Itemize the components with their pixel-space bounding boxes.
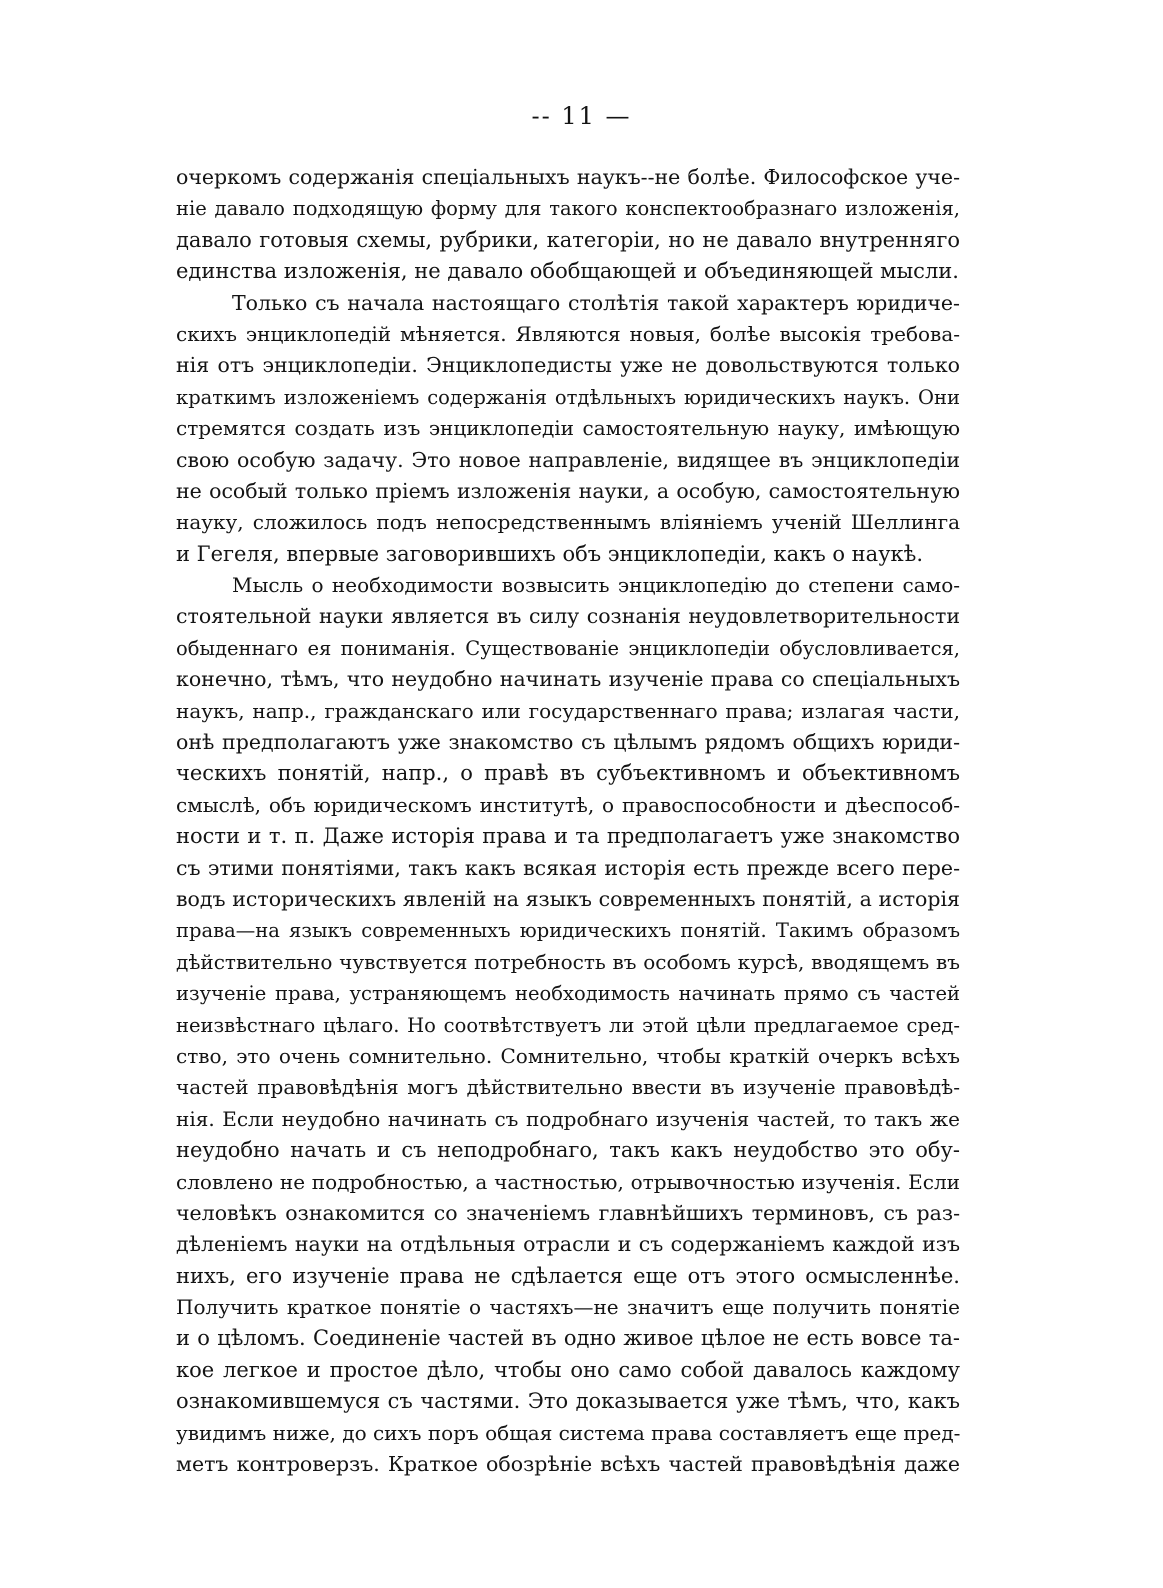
text-line: кое легкое и простое дѣло, чтобы оно само собой давалось каждому [176, 1357, 960, 1382]
text-line: давало готовыя схемы, рубрики, категоріи, но не давало внутренняго [176, 227, 960, 252]
text-line: единства изложенія, не давало обобщающей и объединяющей мысли. [176, 259, 959, 284]
text-line: стоятельной науки является въ силу сознанія неудовлетворительности [176, 604, 960, 629]
text-line: скихъ энциклопедій мѣняется. Являются новыя, болѣе высокія требова- [176, 321, 960, 346]
text-line: ніе давало подходящую форму для такого конспектообразнаго изложенія, [176, 197, 960, 221]
text-line: Получить краткое понятіе о частяхъ—не значитъ еще получить понятіе [176, 1295, 960, 1320]
text-line: частей правовѣдѣнія могъ дѣйствительно ввести въ изученіе правовѣдѣ- [176, 1075, 960, 1100]
text-line: изученіе права, устраняющемъ необходимость начинать прямо съ частей [176, 982, 960, 1006]
text-line: и о цѣломъ. Соединеніе частей въ одно живое цѣлое не есть вовсе та- [176, 1326, 960, 1351]
text-line: наукъ, напр., гражданскаго или государственнаго права; излагая части, [176, 698, 960, 723]
text-line: обыденнаго ея пониманія. Существованіе энциклопедіи обусловливается, [176, 636, 960, 660]
text-line: словлено не подробностью, а частностью, отрывочностью изученія. Если [176, 1169, 960, 1194]
text-line: неизвѣстнаго цѣлаго. Но соотвѣтствуетъ ли этой цѣли предлагаемое сред- [176, 1013, 960, 1037]
text-line: нія. Если неудобно начинать съ подробнаго изученія частей, то такъ же [176, 1106, 960, 1131]
text-line: очеркомъ содержанія спеціальныхъ наукъ--не болѣе. Философское уче- [176, 165, 960, 189]
text-line: Только съ начала настоящаго столѣтія такой характеръ юридиче- [232, 290, 960, 315]
text-line: дѣленіемъ науки на отдѣльныя отрасли и съ содержаніемъ каждой изъ [176, 1232, 960, 1257]
text-line: и Гегеля, впервые заговорившихъ объ энциклопедіи, какъ о наукѣ. [176, 541, 924, 566]
text-line: человѣкъ ознакомится со значеніемъ главнѣйшихъ терминовъ, съ раз- [176, 1200, 960, 1225]
text-line: не особый только пріемъ изложенія науки, а особую, самостоятельную [176, 478, 960, 503]
text-line: ности и т. п. Даже исторія права и та предполагаетъ уже знакомство [176, 824, 960, 849]
text-line: ство, это очень сомнительно. Сомнительно, чтобы краткій очеркъ всѣхъ [176, 1043, 960, 1068]
text-line: метъ контроверзъ. Краткое обозрѣніе всѣхъ частей правовѣдѣнія даже [176, 1452, 960, 1477]
text-line: нихъ, его изученіе права не сдѣлается еще отъ этого осмысленнѣе. [176, 1263, 960, 1288]
text-line: науку, сложилось подъ непосредственнымъ вліяніемъ ученій Шеллинга [176, 510, 960, 535]
text-line: Мысль о необходимости возвысить энциклопедію до степени само- [232, 573, 960, 598]
text-line: конечно, тѣмъ, что неудобно начинать изученіе права со спеціальныхъ [176, 667, 960, 692]
text-line: свою особую задачу. Это новое направленіе, видящее въ энциклопедіи [176, 447, 960, 472]
text-line: нія отъ энциклопедіи. Энциклопедисты уже не довольствуются только [176, 353, 960, 378]
text-line: съ этими понятіями, такъ какъ всякая исторія есть прежде всего пере- [176, 855, 960, 880]
text-line: увидимъ ниже, до сихъ поръ общая система права составляетъ еще пред- [176, 1420, 960, 1445]
text-line: смыслѣ, объ юридическомъ институтѣ, о правоспособности и дѣеспособ- [176, 792, 960, 817]
text-line: дѣйствительно чувствуется потребность въ особомъ курсѣ, вводящемъ въ [176, 949, 960, 974]
body-text [176, 162, 960, 1480]
text-line: онѣ предполагаютъ уже знакомство съ цѣлымъ рядомъ общихъ юриди- [176, 730, 960, 755]
text-line: краткимъ изложеніемъ содержанія отдѣльныхъ юридическихъ наукъ. Они [176, 385, 960, 409]
page-number: -- 11 — [531, 102, 632, 130]
text-line: ознакомившемуся съ частями. Это доказывается уже тѣмъ, что, какъ [176, 1389, 960, 1414]
text-line: водъ историческихъ явленій на языкъ современныхъ понятій, а исторія [176, 886, 960, 911]
text-line: стремятся создать изъ энциклопедіи самостоятельную науку, имѣющую [176, 416, 960, 441]
text-line: ческихъ понятій, напр., о правѣ въ субъективномъ и объективномъ [176, 761, 960, 786]
text-line: неудобно начать и съ неподробнаго, такъ какъ неудобство это обу- [176, 1138, 960, 1163]
text-line: права—на языкъ современныхъ юридическихъ понятій. Такимъ образомъ [176, 919, 960, 943]
